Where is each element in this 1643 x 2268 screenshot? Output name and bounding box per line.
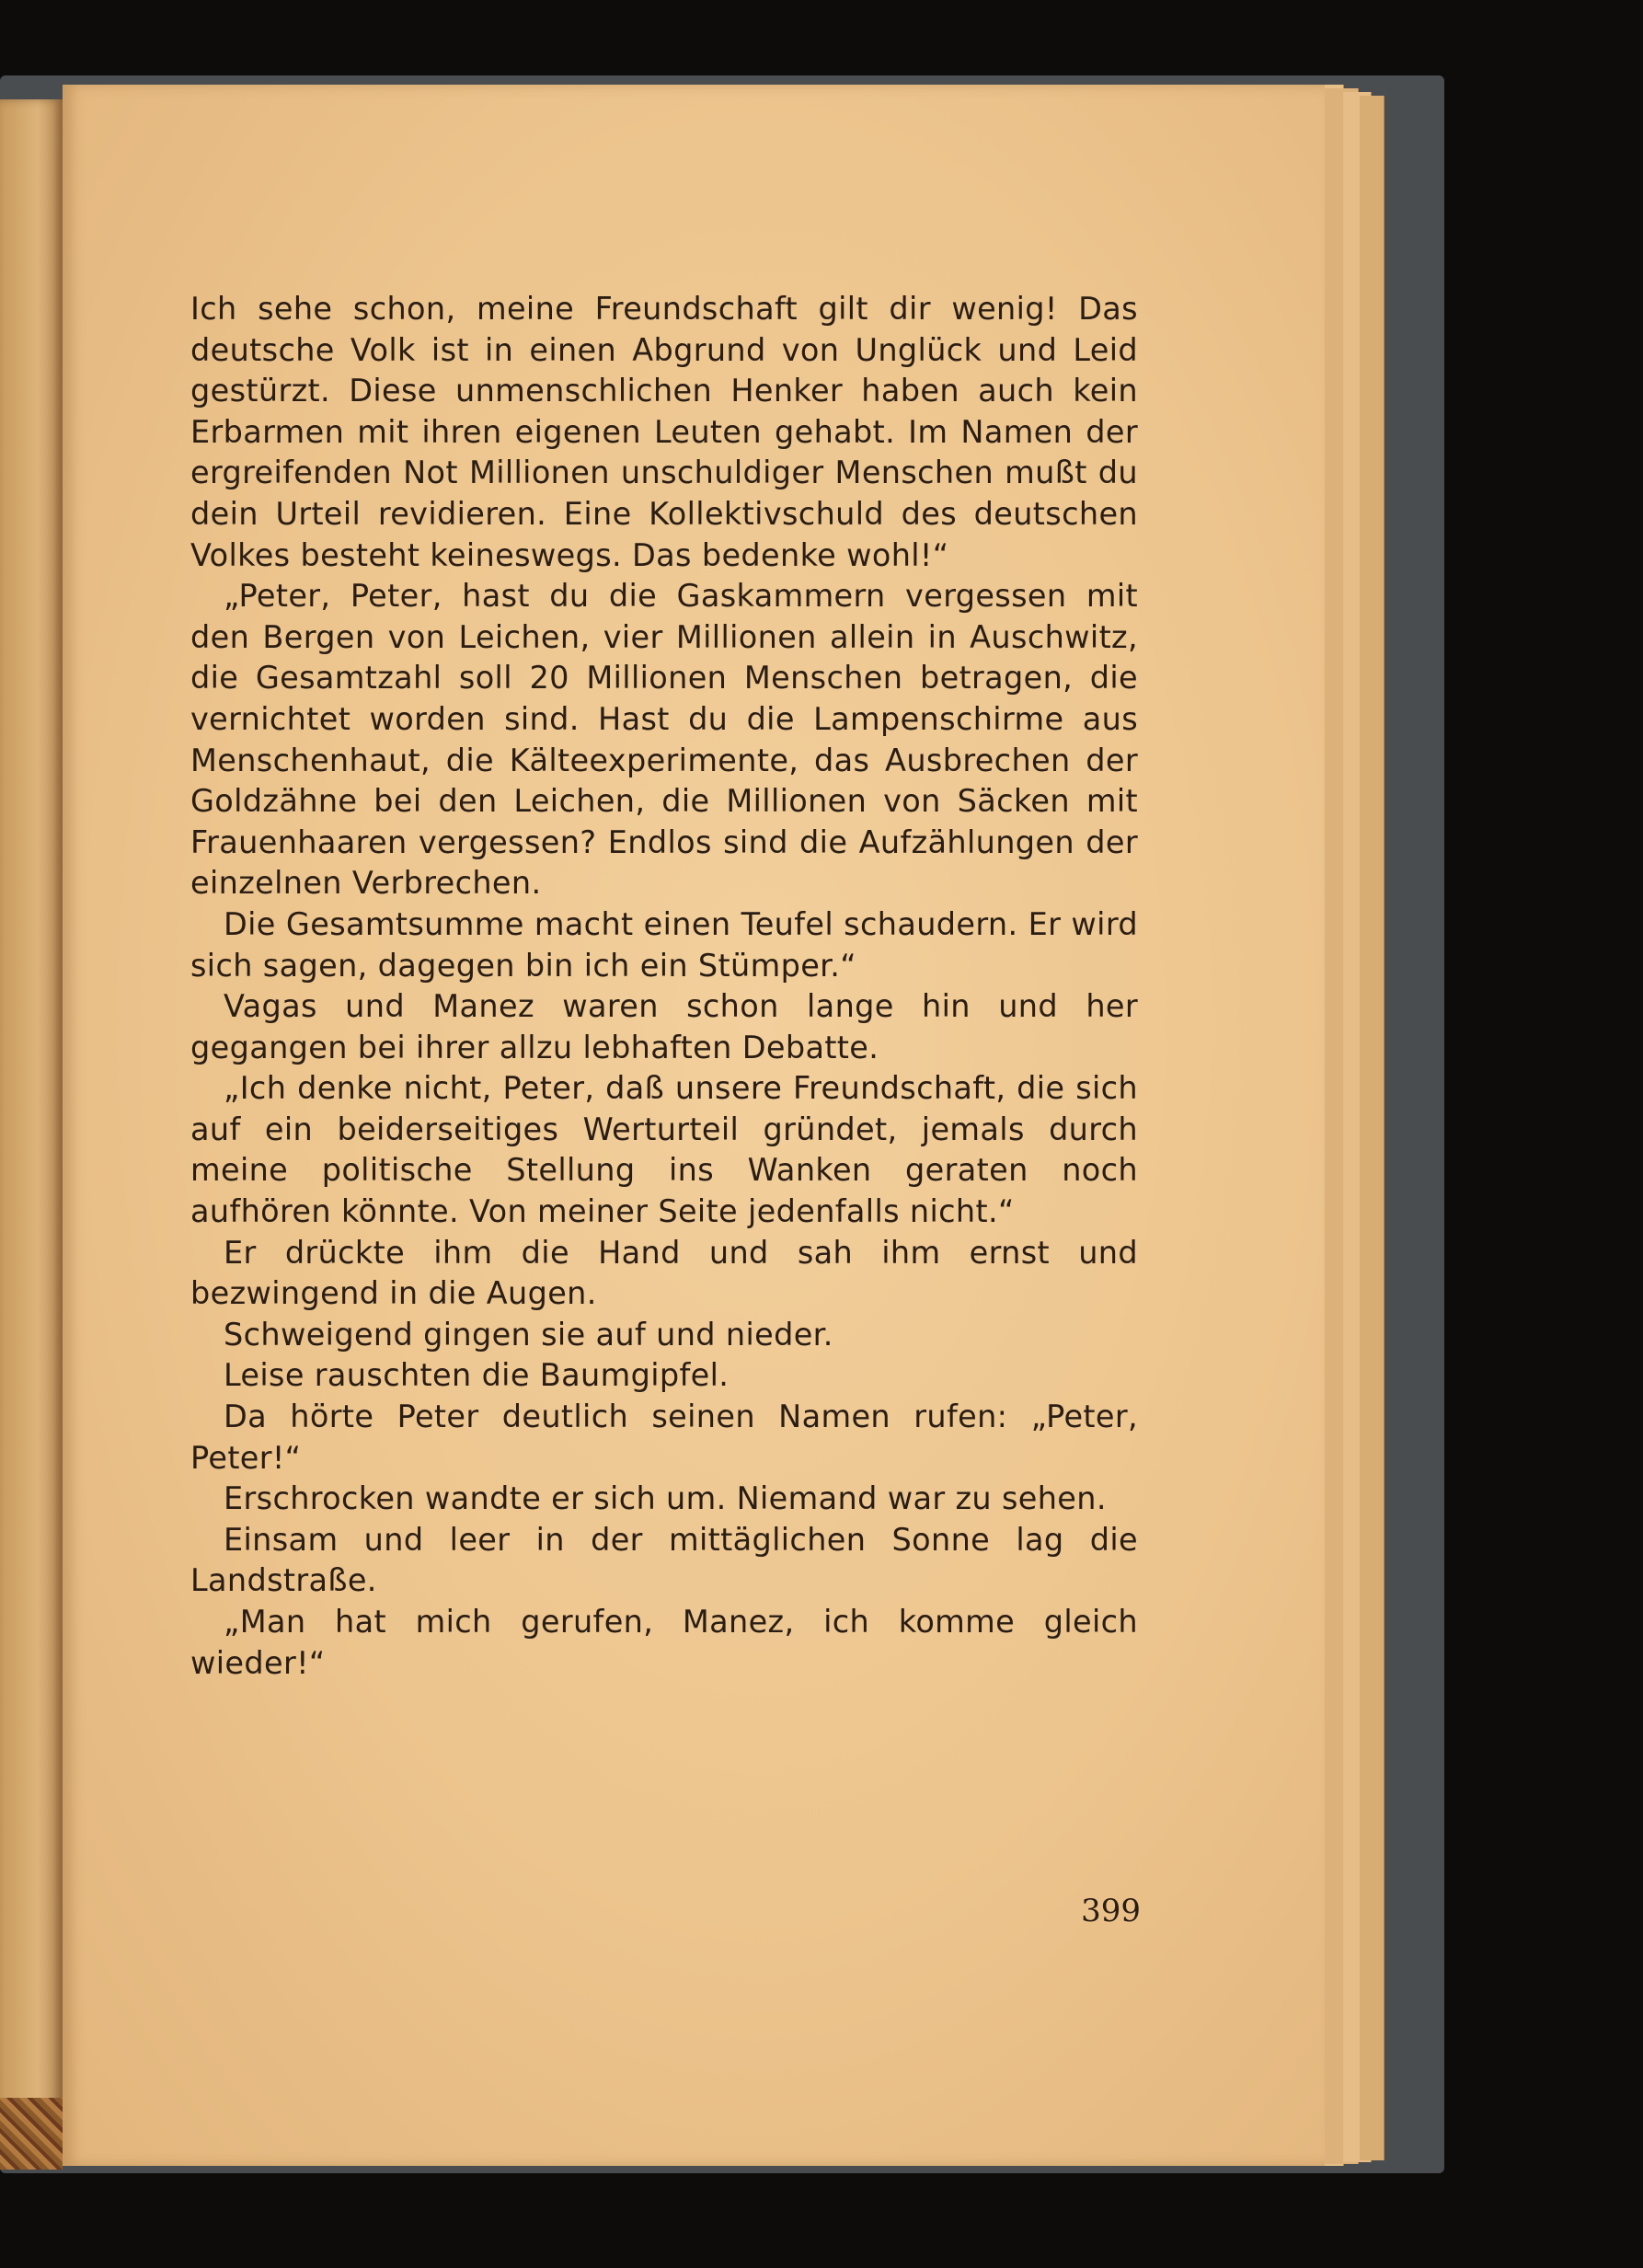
paragraph: „Ich denke nicht, Peter, daß unsere Freundschaft, die sich auf ein beiderseitiges Werturteil gründet, jemals durch meine politische Stellung ins Wanken geraten noch aufhören könnte. Von meiner Seite jedenfalls nicht.“ xyxy=(190,1070,1138,1230)
paragraph: Schweigend gingen sie auf und nieder. xyxy=(224,1316,833,1353)
paragraph: Da hörte Peter deutlich seinen Namen rufen: „Peter, Peter!“ xyxy=(190,1399,1138,1476)
paragraph: Leise rauschten die Baumgipfel. xyxy=(224,1357,730,1394)
page-body-text xyxy=(190,289,1138,1684)
paragraph: Vagas und Manez waren schon lange hin und her gegangen bei ihrer allzu lebhaften Debatte. xyxy=(190,988,1138,1065)
paragraph: „Man hat mich gerufen, Manez, ich komme gleich wieder!“ xyxy=(190,1604,1138,1681)
left-binding-trim xyxy=(0,2098,63,2170)
paragraph: Er drückte ihm die Hand und sah ihm ernst und bezwingend in die Augen. xyxy=(190,1234,1138,1312)
paragraph: Ich sehe schon, meine Freundschaft gilt dir wenig! Das deutsche Volk ist in einen Abgrund von Unglück und Leid gestürzt. Diese unmenschlichen Henker haben auch kein Erbarmen mit ihren eigenen Leuten gehabt. Im Namen der ergreifenden Not Millionen unschuldiger Menschen mußt du dein Urteil revidieren. Eine Kollektivschuld des deutschen Volkes besteht keineswegs. Das bedenke wohl!“ xyxy=(190,291,1138,573)
paragraph: Einsam und leer in der mittäglichen Sonne lag die Landstraße. xyxy=(190,1521,1138,1599)
left-page-edge xyxy=(0,99,63,2170)
paragraph: Die Gesamtsumme macht einen Teufel schaudern. Er wird sich sagen, dagegen bin ich ein Stümper.“ xyxy=(190,905,1138,984)
paragraph: „Peter, Peter, hast du die Gaskammern vergessen mit den Bergen von Leichen, vier Millionen allein in Auschwitz, die Gesamtzahl soll 20 Millionen Menschen betragen, die vernichtet worden sind. Hast du die Lampenschirme aus Menschenhaut, die Kälteexperimente, das Ausbrechen der Goldzähne bei den Leichen, die Millionen von Säcken mit Frauenhaaren vergessen? Endlos sind die Aufzählungen der einzelnen Verbrechen. xyxy=(190,578,1138,902)
page-number: 399 xyxy=(1081,1893,1141,1929)
book-page xyxy=(63,85,1325,2166)
paragraph: Erschrocken wandte er sich um. Niemand war zu sehen. xyxy=(224,1480,1107,1517)
page-stack-edge xyxy=(1360,96,1384,2160)
